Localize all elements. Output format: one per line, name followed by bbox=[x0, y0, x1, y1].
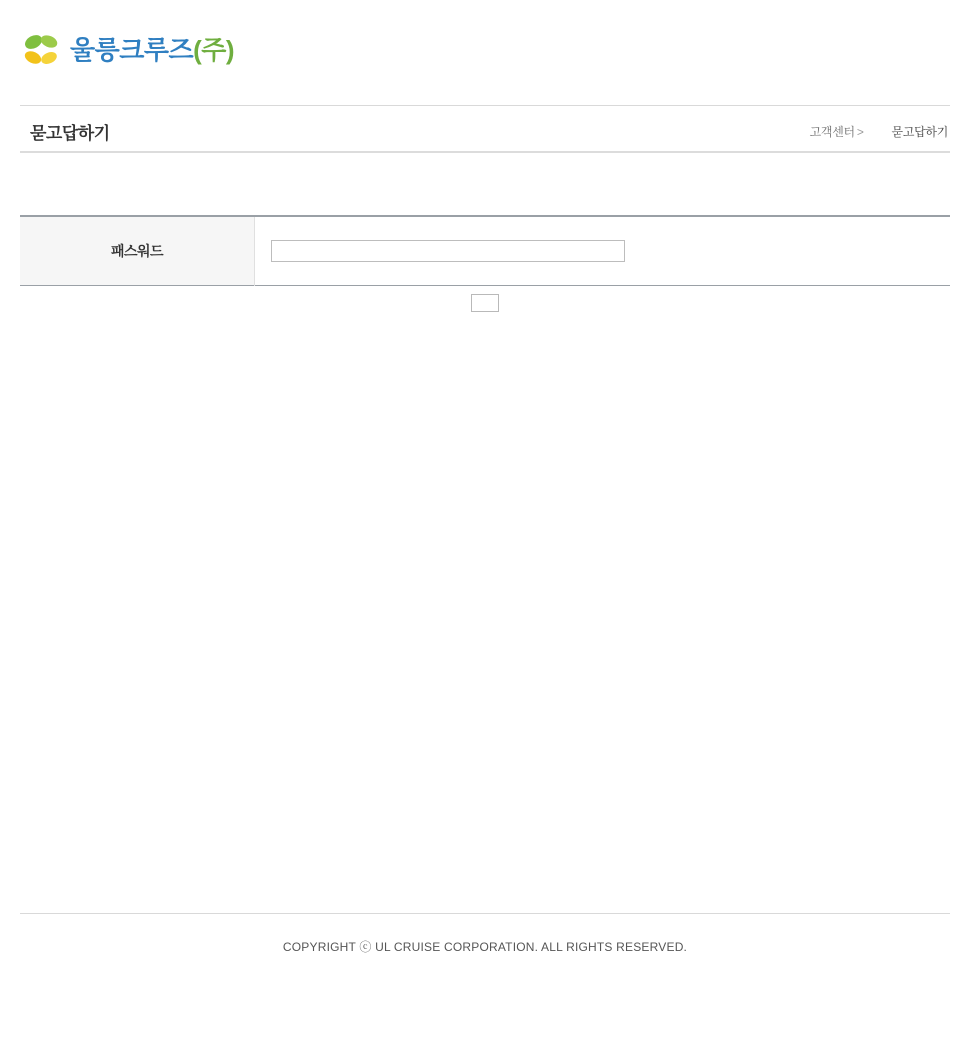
breadcrumb-separator: > bbox=[856, 125, 864, 139]
password-field-cell bbox=[255, 216, 951, 286]
pinwheel-flower-logo-icon bbox=[21, 30, 61, 70]
breadcrumb bbox=[810, 123, 948, 140]
logo-wordmark-main: 울릉크루즈 bbox=[70, 35, 194, 65]
logo-wordmark bbox=[70, 37, 234, 63]
breadcrumb-parent[interactable]: 고객센터 bbox=[809, 125, 855, 139]
site-header bbox=[0, 0, 970, 105]
table-row bbox=[20, 216, 950, 286]
logo-wordmark-suffix: (주) bbox=[193, 35, 235, 65]
copyright-text: COPYRIGHT ⓒ UL CRUISE CORPORATION. ALL RIGHTS RESERVED. bbox=[282, 940, 688, 954]
content-top-spacer bbox=[20, 153, 950, 215]
site-footer bbox=[20, 913, 950, 955]
page-title-bar bbox=[20, 105, 950, 153]
password-input[interactable] bbox=[271, 240, 625, 262]
confirm-button[interactable] bbox=[471, 294, 499, 312]
password-form-table bbox=[20, 215, 950, 286]
password-label: 패스워드 bbox=[20, 216, 255, 286]
page-title: 묻고답하기 bbox=[30, 124, 110, 143]
site-logo-link[interactable] bbox=[21, 30, 234, 70]
main-content bbox=[20, 153, 950, 316]
breadcrumb-current: 묻고답하기 bbox=[891, 125, 948, 139]
button-row bbox=[20, 286, 950, 316]
